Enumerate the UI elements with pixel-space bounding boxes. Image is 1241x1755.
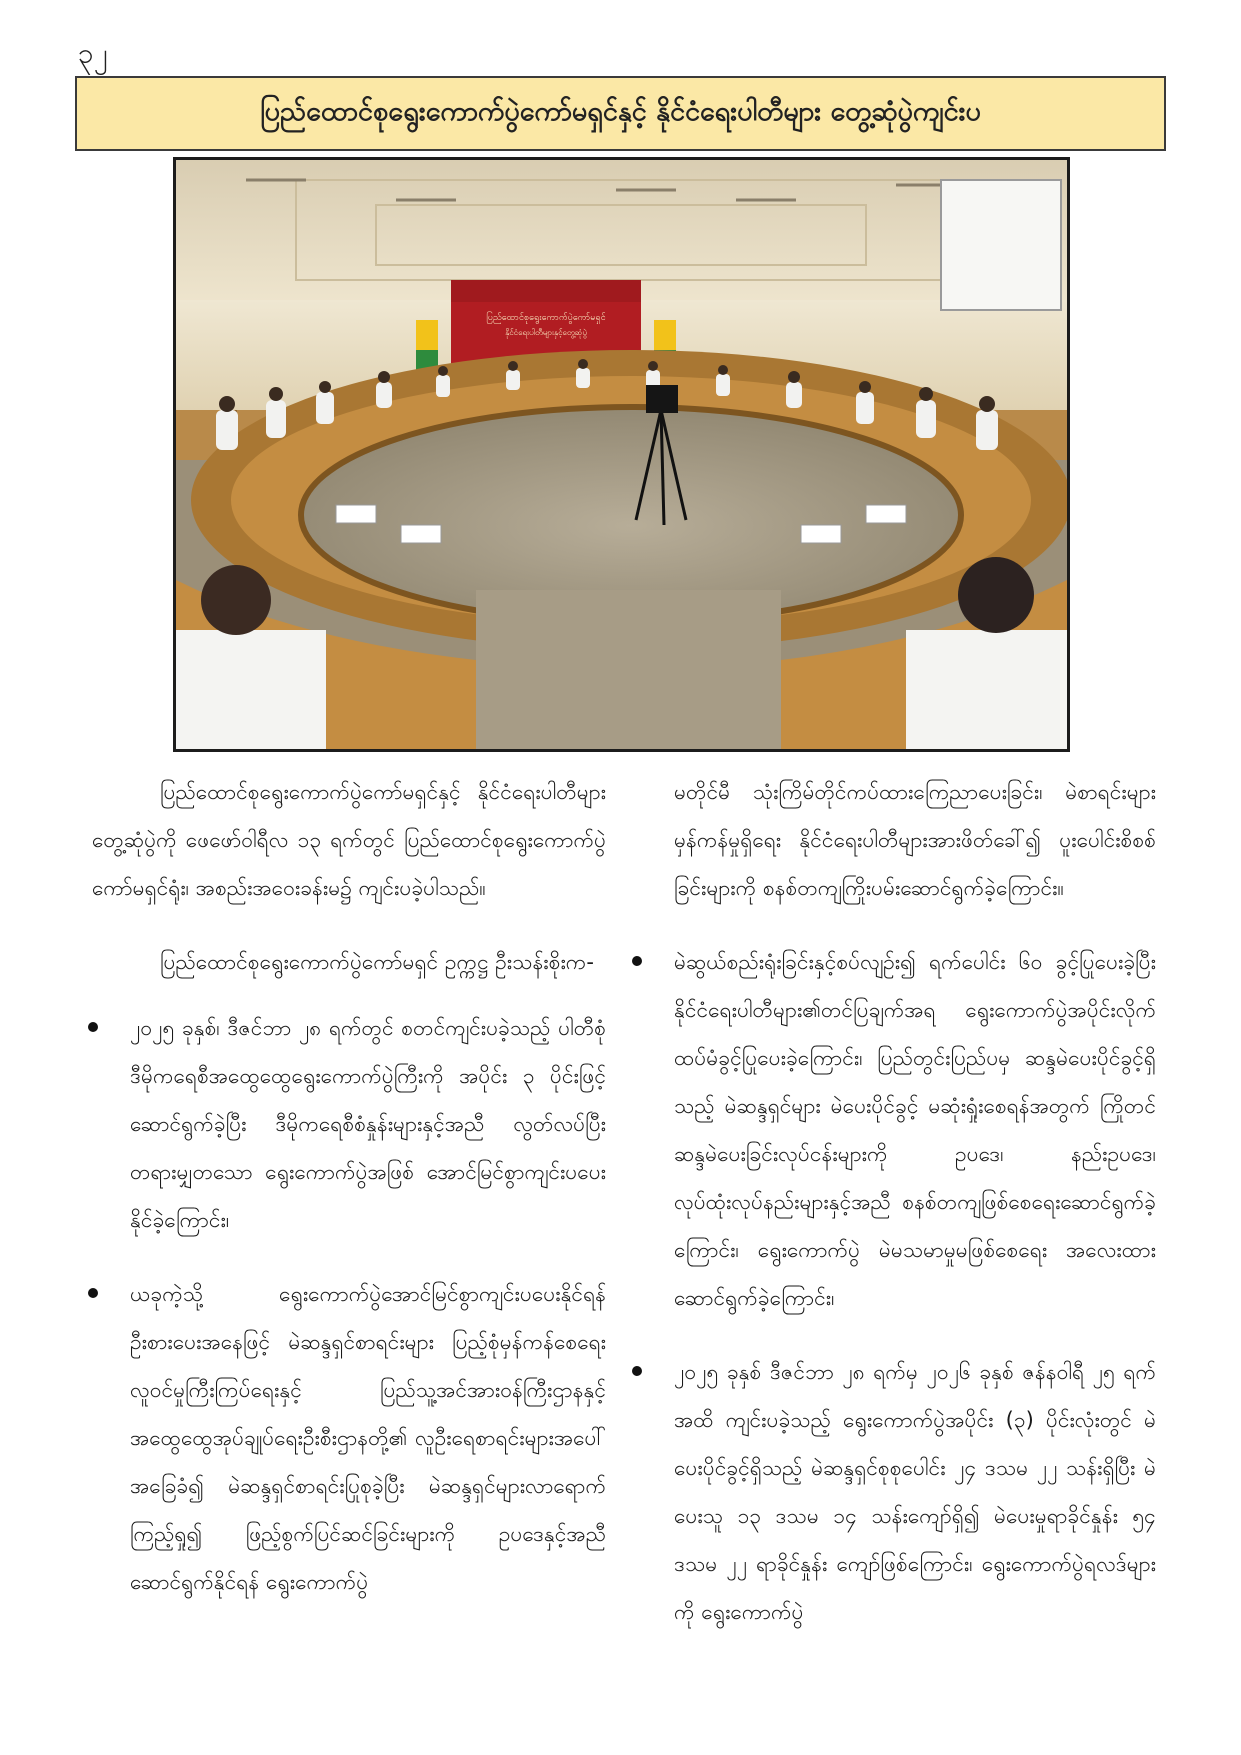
list-item — [636, 1348, 1156, 1636]
title-banner — [75, 76, 1166, 151]
list-item — [92, 1270, 606, 1606]
page-title: ပြည်ထောင်စုရွေးကောက်ပွဲကော်မရှင်နှင့် နိုင်ငံရေးပါတီများ တွေ့ဆုံပွဲကျင်းပ — [260, 95, 981, 127]
list-item — [636, 938, 1156, 1322]
backdrop-text-line1: ပြည်ထောင်စုရွေးကောက်ပွဲကော်မရှင် — [486, 313, 606, 323]
bullet-icon — [88, 1288, 98, 1298]
left-column — [92, 768, 606, 1606]
speaker-line: ပြည်ထောင်စုရွေးကောက်ပွဲကော်မရှင် ဥက္ကဋ္ဌ ဦးသန်းစိုးက- — [160, 950, 594, 974]
page-number: ၃၂ — [78, 37, 108, 70]
bullet-icon — [632, 956, 642, 966]
list-item — [92, 1004, 606, 1244]
meeting-hall-illustration — [176, 160, 1067, 749]
meeting-photo — [173, 157, 1070, 752]
bullet-icon — [632, 1366, 642, 1376]
right-column — [636, 768, 1156, 1636]
continuation-paragraph: မတိုင်မီ သုံးကြိမ်တိုင်ကပ်ထားကြေညာပေးခြင်း၊ မဲစာရင်းများမှန်ကန်မှုရှိရေး နိုင်ငံရေးပါတီများအားဖိတ်ခေါ်၍ ပူးပေါင်းစိစစ်ခြင်းများကို စနစ်တကျကြိုးပမ်းဆောင်ရွက်ခဲ့ကြောင်း။ — [674, 780, 1156, 900]
intro-paragraph: ပြည်ထောင်စုရွေးကောက်ပွဲကော်မရှင်နှင့် နိုင်ငံရေးပါတီများတွေ့ဆုံပွဲကို ဖေဖော်ဝါရီလ ၁၃ ရက်တွင် ပြည်ထောင်စုရွေးကောက်ပွဲကော်မရှင်ရုံး၊ အစည်းအဝေးခန်းမ၌ ကျင်းပခဲ့ပါသည်။ — [92, 780, 606, 900]
backdrop-text-line2: နိုင်ငံရေးပါတီများနှင့်တွေ့ဆုံပွဲ — [505, 328, 587, 337]
list-item-text: ယခုကဲ့သို့ ရွေးကောက်ပွဲအောင်မြင်စွာကျင်းပပေးနိုင်ရန် ဦးစားပေးအနေဖြင့် မဲဆန္ဒရှင်စာရင်းများ ပြည့်စုံမှန်ကန်စေရေး လူဝင်မှုကြီးကြပ်ရေးနှင့် ပြည်သူ့အင်အားဝန်ကြီးဌာနနှင့် အထွေထွေအုပ်ချုပ်ရေးဦးစီးဌာနတို့၏ လူဦးရေစာရင်းများအပေါ်အခြေခံ၍ မဲဆန္ဒရှင်စာရင်းပြုစုခဲ့ပြီး မဲဆန္ဒရှင်များလာရောက်ကြည့်ရှု၍ ဖြည့်စွက်ပြင်ဆင်ခြင်းများကို ဥပဒေနှင့်အညီ ဆောင်ရွက်နိုင်ရန် ရွေးကောက်ပွဲ — [130, 1282, 606, 1594]
list-item-text: မဲဆွယ်စည်းရုံးခြင်းနှင့်စပ်လျဉ်း၍ ရက်ပေါင်း ၆၀ ခွင့်ပြုပေးခဲ့ပြီး နိုင်ငံရေးပါတီများ၏တင်ပြချက်အရ ရွေးကောက်ပွဲအပိုင်းလိုက် ထပ်မံခွင့်ပြုပေးခဲ့ကြောင်း၊ ပြည်တွင်းပြည်ပမှ ဆန္ဒမဲပေးပိုင်ခွင့်ရှိသည့် မဲဆန္ဒရှင်များ မဲပေးပိုင်ခွင့် မဆုံးရှုံးစေရန်အတွက် ကြိုတင်ဆန္ဒမဲပေးခြင်းလုပ်ငန်းများကို ဥပဒေ၊ နည်းဥပဒေ၊ လုပ်ထုံးလုပ်နည်းများနှင့်အညီ စနစ်တကျဖြစ်စေရေးဆောင်ရွက်ခဲ့ကြောင်း၊ ရွေးကောက်ပွဲ မဲမသမာမှုမဖြစ်စေရေး အလေးထားဆောင်ရွက်ခဲ့ကြောင်း၊ — [674, 950, 1156, 1310]
list-item-text: ၂၀၂၅ ခုနှစ် ဒီဇင်ဘာ ၂၈ ရက်မှ ၂၀၂၆ ခုနှစ် ဇန်နဝါရီ ၂၅ ရက်အထိ ကျင်းပခဲ့သည့် ရွေးကောက်ပွဲအပိုင်း (၃) ပိုင်းလုံးတွင် မဲပေးပိုင်ခွင့်ရှိသည့် မဲဆန္ဒရှင်စုစုပေါင်း ၂၄ ဒသမ ၂၂ သန်းရှိပြီး မဲပေးသူ ၁၃ ဒသမ ၁၄ သန်းကျော်ရှိ၍ မဲပေးမှုရာခိုင်နှုန်း ၅၄ ဒသမ ၂၂ ရာခိုင်နှုန်း ကျော်ဖြစ်ကြောင်း၊ ရွေးကောက်ပွဲရလဒ်များကို ရွေးကောက်ပွဲ — [674, 1360, 1156, 1624]
bullet-icon — [88, 1022, 98, 1032]
list-item-text: ၂၀၂၅ ခုနှစ်၊ ဒီဇင်ဘာ ၂၈ ရက်တွင် စတင်ကျင်းပခဲ့သည့် ပါတီစုံဒီမိုကရေစီအထွေထွေရွေးကောက်ပွဲကြီးကို အပိုင်း ၃ ပိုင်းဖြင့်ဆောင်ရွက်ခဲ့ပြီး ဒီမိုကရေစီစံနှုန်းများနှင့်အညီ လွတ်လပ်ပြီးတရားမျှတသော ရွေးကောက်ပွဲအဖြစ် အောင်မြင်စွာကျင်းပပေးနိုင်ခဲ့ကြောင်း၊ — [130, 1016, 606, 1232]
